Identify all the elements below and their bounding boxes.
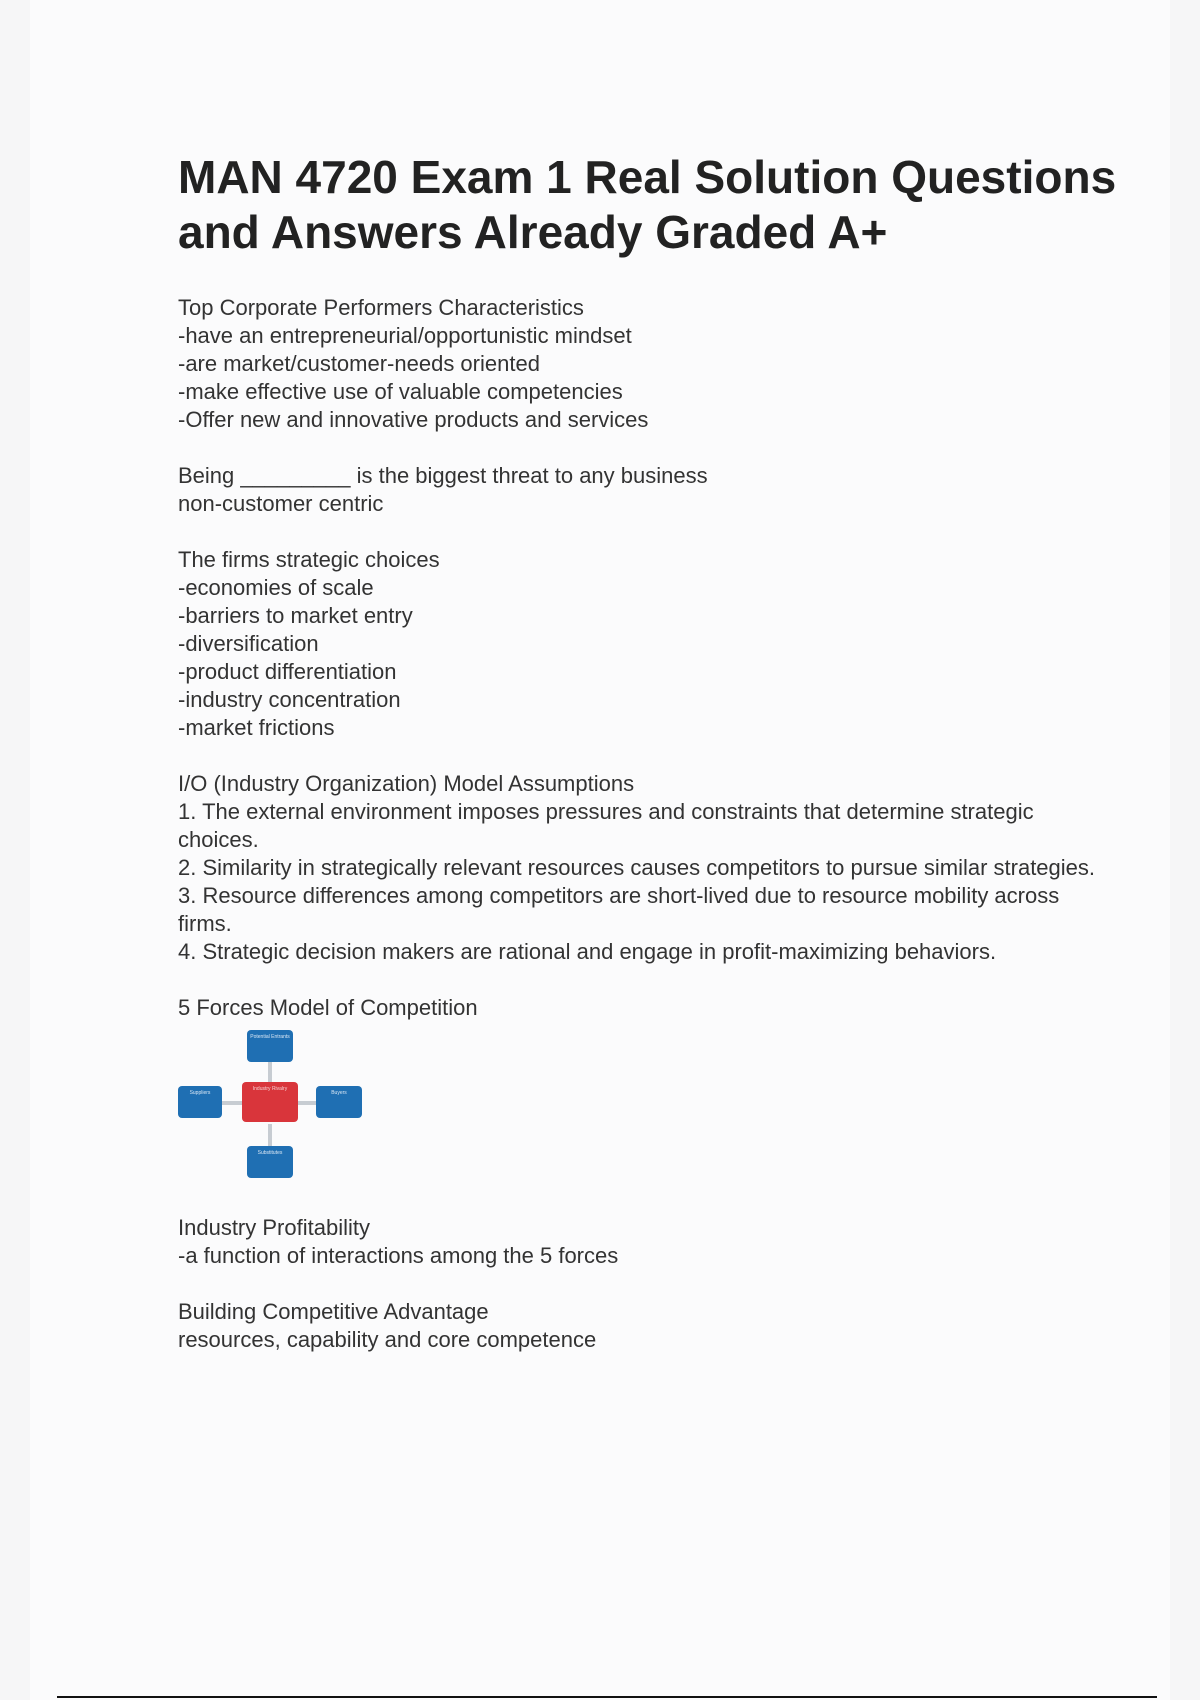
section-top-performers	[178, 294, 1118, 434]
section-line: -are market/customer-needs oriented	[178, 351, 540, 376]
section-line: -have an entrepreneurial/opportunistic mindset	[178, 323, 632, 348]
section-strategic-choices	[178, 546, 1118, 742]
section-five-forces	[178, 994, 1118, 1022]
bottom-rule	[57, 1696, 1157, 1698]
five-forces-diagram	[178, 1028, 368, 1178]
document-content	[178, 150, 1118, 1382]
section-industry-profitability	[178, 1214, 1118, 1270]
section-line: -Offer new and innovative products and services	[178, 407, 649, 432]
section-io-model	[178, 770, 1118, 966]
force-buyers: Buyers	[316, 1086, 362, 1118]
section-line: 1. The external environment imposes pressures and constraints that determine strategic choices.	[178, 799, 1034, 852]
section-line: 4. Strategic decision makers are rational and engage in profit-maximizing behaviors.	[178, 939, 997, 964]
section-line: -make effective use of valuable competencies	[178, 379, 623, 404]
section-biggest-threat	[178, 462, 1118, 518]
force-potential-entrants: Potential Entrants	[247, 1030, 293, 1062]
arrow-top	[268, 1062, 272, 1082]
document-title: MAN 4720 Exam 1 Real Solution Questions and Answers Already Graded A+	[178, 151, 1117, 258]
force-industry-rivalry: Industry Rivalry	[242, 1082, 298, 1122]
section-heading: 5 Forces Model of Competition	[178, 995, 478, 1020]
section-line: resources, capability and core competence	[178, 1327, 597, 1352]
arrow-left	[222, 1101, 244, 1105]
force-suppliers: Suppliers	[178, 1086, 222, 1118]
section-heading: The firms strategic choices	[178, 547, 440, 572]
section-heading: Being _________ is the biggest threat to any business	[178, 463, 708, 488]
section-line: -market frictions	[178, 715, 335, 740]
section-line: -barriers to market entry	[178, 603, 413, 628]
section-line: -product differentiation	[178, 659, 397, 684]
section-line: 3. Resource differences among competitors are short-lived due to resource mobility across firms.	[178, 883, 1060, 936]
section-line: -a function of interactions among the 5 forces	[178, 1243, 619, 1268]
arrow-right	[296, 1101, 318, 1105]
section-heading: Building Competitive Advantage	[178, 1299, 489, 1324]
section-heading: Industry Profitability	[178, 1215, 370, 1240]
section-line: -economies of scale	[178, 575, 374, 600]
section-heading: I/O (Industry Organization) Model Assumptions	[178, 771, 635, 796]
section-line: 2. Similarity in strategically relevant resources causes competitors to pursue similar strategies.	[178, 855, 1096, 880]
section-line: -industry concentration	[178, 687, 401, 712]
section-line: -diversification	[178, 631, 319, 656]
section-line: non-customer centric	[178, 491, 384, 516]
arrow-bottom	[268, 1124, 272, 1146]
section-heading: Top Corporate Performers Characteristics	[178, 295, 584, 320]
section-competitive-advantage	[178, 1298, 1118, 1354]
document-page	[30, 0, 1170, 1700]
force-substitutes: Substitutes	[247, 1146, 293, 1178]
